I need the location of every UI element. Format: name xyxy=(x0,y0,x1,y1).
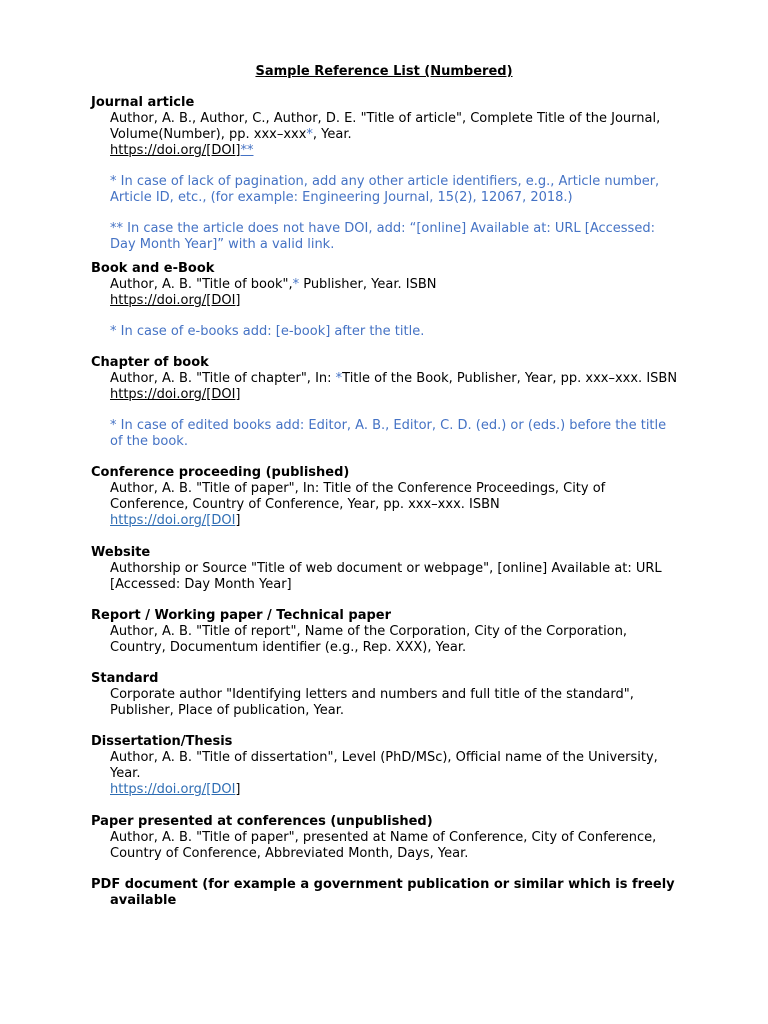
reference-text: Title of the Book, Publisher, Year, pp. xxx–xxx. ISBN xyxy=(342,371,678,386)
reference-text: Volume(Number), pp. xxx–xxx xyxy=(110,127,307,142)
footnote-marker: ** xyxy=(240,143,254,158)
doi-link[interactable]: https://doi.org/[DOI xyxy=(110,513,236,528)
reference-text: Publisher, Year. ISBN xyxy=(299,277,437,292)
bracket-text: ] xyxy=(235,513,241,528)
doi-line xyxy=(91,293,691,309)
reference-text: Author, A. B. "Title of chapter", In: xyxy=(110,371,336,386)
section-heading: Dissertation/Thesis xyxy=(91,734,233,749)
reference-line xyxy=(91,371,691,387)
doi-link[interactable]: https://doi.org/[DOI] xyxy=(110,387,241,402)
section-journal-article xyxy=(91,95,691,253)
section-conference-proceeding xyxy=(91,465,691,529)
section-heading-continued: available xyxy=(110,893,177,908)
reference-line xyxy=(91,127,691,143)
note-line: of the book. xyxy=(110,434,188,449)
section-heading: Paper presented at conferences (unpublished) xyxy=(91,814,433,829)
section-heading: Chapter of book xyxy=(91,355,209,370)
reference-line: Authorship or Source "Title of web document or webpage", [online] Available at: URL xyxy=(110,561,662,576)
section-heading: Report / Working paper / Technical paper xyxy=(91,608,392,623)
section-book xyxy=(91,261,691,340)
section-heading: Website xyxy=(91,545,151,560)
note-line: Article ID, etc., (for example: Engineering Journal, 15(2), 12067, 2018.) xyxy=(110,190,573,205)
spacer xyxy=(91,159,691,174)
reference-text: Author, A. B. "Title of book", xyxy=(110,277,293,292)
reference-line: Author, A. B., Author, C., Author, D. E. "Title of article", Complete Title of the Journal, xyxy=(110,111,661,126)
reference-line: Corporate author "Identifying letters and numbers and full title of the standard", xyxy=(110,687,634,702)
doi-line xyxy=(91,143,691,159)
section-heading: Conference proceeding (published) xyxy=(91,465,350,480)
reference-line: Author, A. B. "Title of report", Name of the Corporation, City of the Corporation, xyxy=(110,624,628,639)
doi-line xyxy=(91,513,691,529)
section-heading: Standard xyxy=(91,671,159,686)
reference-line: Year. xyxy=(110,766,141,781)
note-line: ** In case the article does not have DOI, add: “[online] Available at: URL [Accessed: xyxy=(110,221,655,236)
reference-line xyxy=(91,277,691,293)
page-title: Sample Reference List (Numbered) xyxy=(255,64,513,79)
spacer xyxy=(91,403,691,418)
section-standard xyxy=(91,671,691,719)
doi-line xyxy=(91,387,691,403)
section-pdf-document xyxy=(91,877,691,909)
section-chapter xyxy=(91,355,691,450)
reference-line: Country of Conference, Abbreviated Month, Days, Year. xyxy=(110,846,469,861)
section-website xyxy=(91,545,691,593)
reference-line: Author, A. B. "Title of paper", In: Title of the Conference Proceedings, City of xyxy=(110,481,606,496)
section-heading: Journal article xyxy=(91,95,195,110)
section-report xyxy=(91,608,691,656)
doi-link[interactable]: https://doi.org/[DOI] xyxy=(110,293,241,308)
footnote-marker: * xyxy=(292,277,300,292)
doi-line xyxy=(91,782,691,798)
note-line: * In case of e-books add: [e-book] after the title. xyxy=(110,324,425,339)
note-line: Day Month Year]” with a valid link. xyxy=(110,237,335,252)
section-thesis xyxy=(91,734,691,798)
reference-line: Author, A. B. "Title of dissertation", Level (PhD/MSc), Official name of the University, xyxy=(110,750,658,765)
note-line: * In case of edited books add: Editor, A. B., Editor, C. D. (ed.) or (eds.) before the title xyxy=(110,418,667,433)
reference-line: Conference, Country of Conference, Year, pp. xxx–xxx. ISBN xyxy=(110,497,500,512)
spacer xyxy=(91,309,691,324)
section-heading: Book and e-Book xyxy=(91,261,215,276)
section-unpublished-paper xyxy=(91,814,691,862)
bracket-text: ] xyxy=(235,782,241,797)
doi-link[interactable]: https://doi.org/[DOI] xyxy=(110,143,241,158)
footnote-marker: * xyxy=(306,127,313,142)
reference-text: , Year. xyxy=(312,127,352,142)
section-heading: PDF document (for example a government publication or similar which is freely xyxy=(91,877,675,892)
reference-line: Publisher, Place of publication, Year. xyxy=(110,703,345,718)
doi-link[interactable]: https://doi.org/[DOI xyxy=(110,782,236,797)
reference-line: Country, Documentum identifier (e.g., Rep. XXX), Year. xyxy=(110,640,467,655)
spacer xyxy=(91,206,691,221)
reference-line: [Accessed: Day Month Year] xyxy=(110,577,292,592)
footnote-marker: * xyxy=(335,371,343,386)
reference-line: Author, A. B. "Title of paper", presented at Name of Conference, City of Conference, xyxy=(110,830,657,845)
note-line: * In case of lack of pagination, add any other article identifiers, e.g., Article number, xyxy=(110,174,660,189)
